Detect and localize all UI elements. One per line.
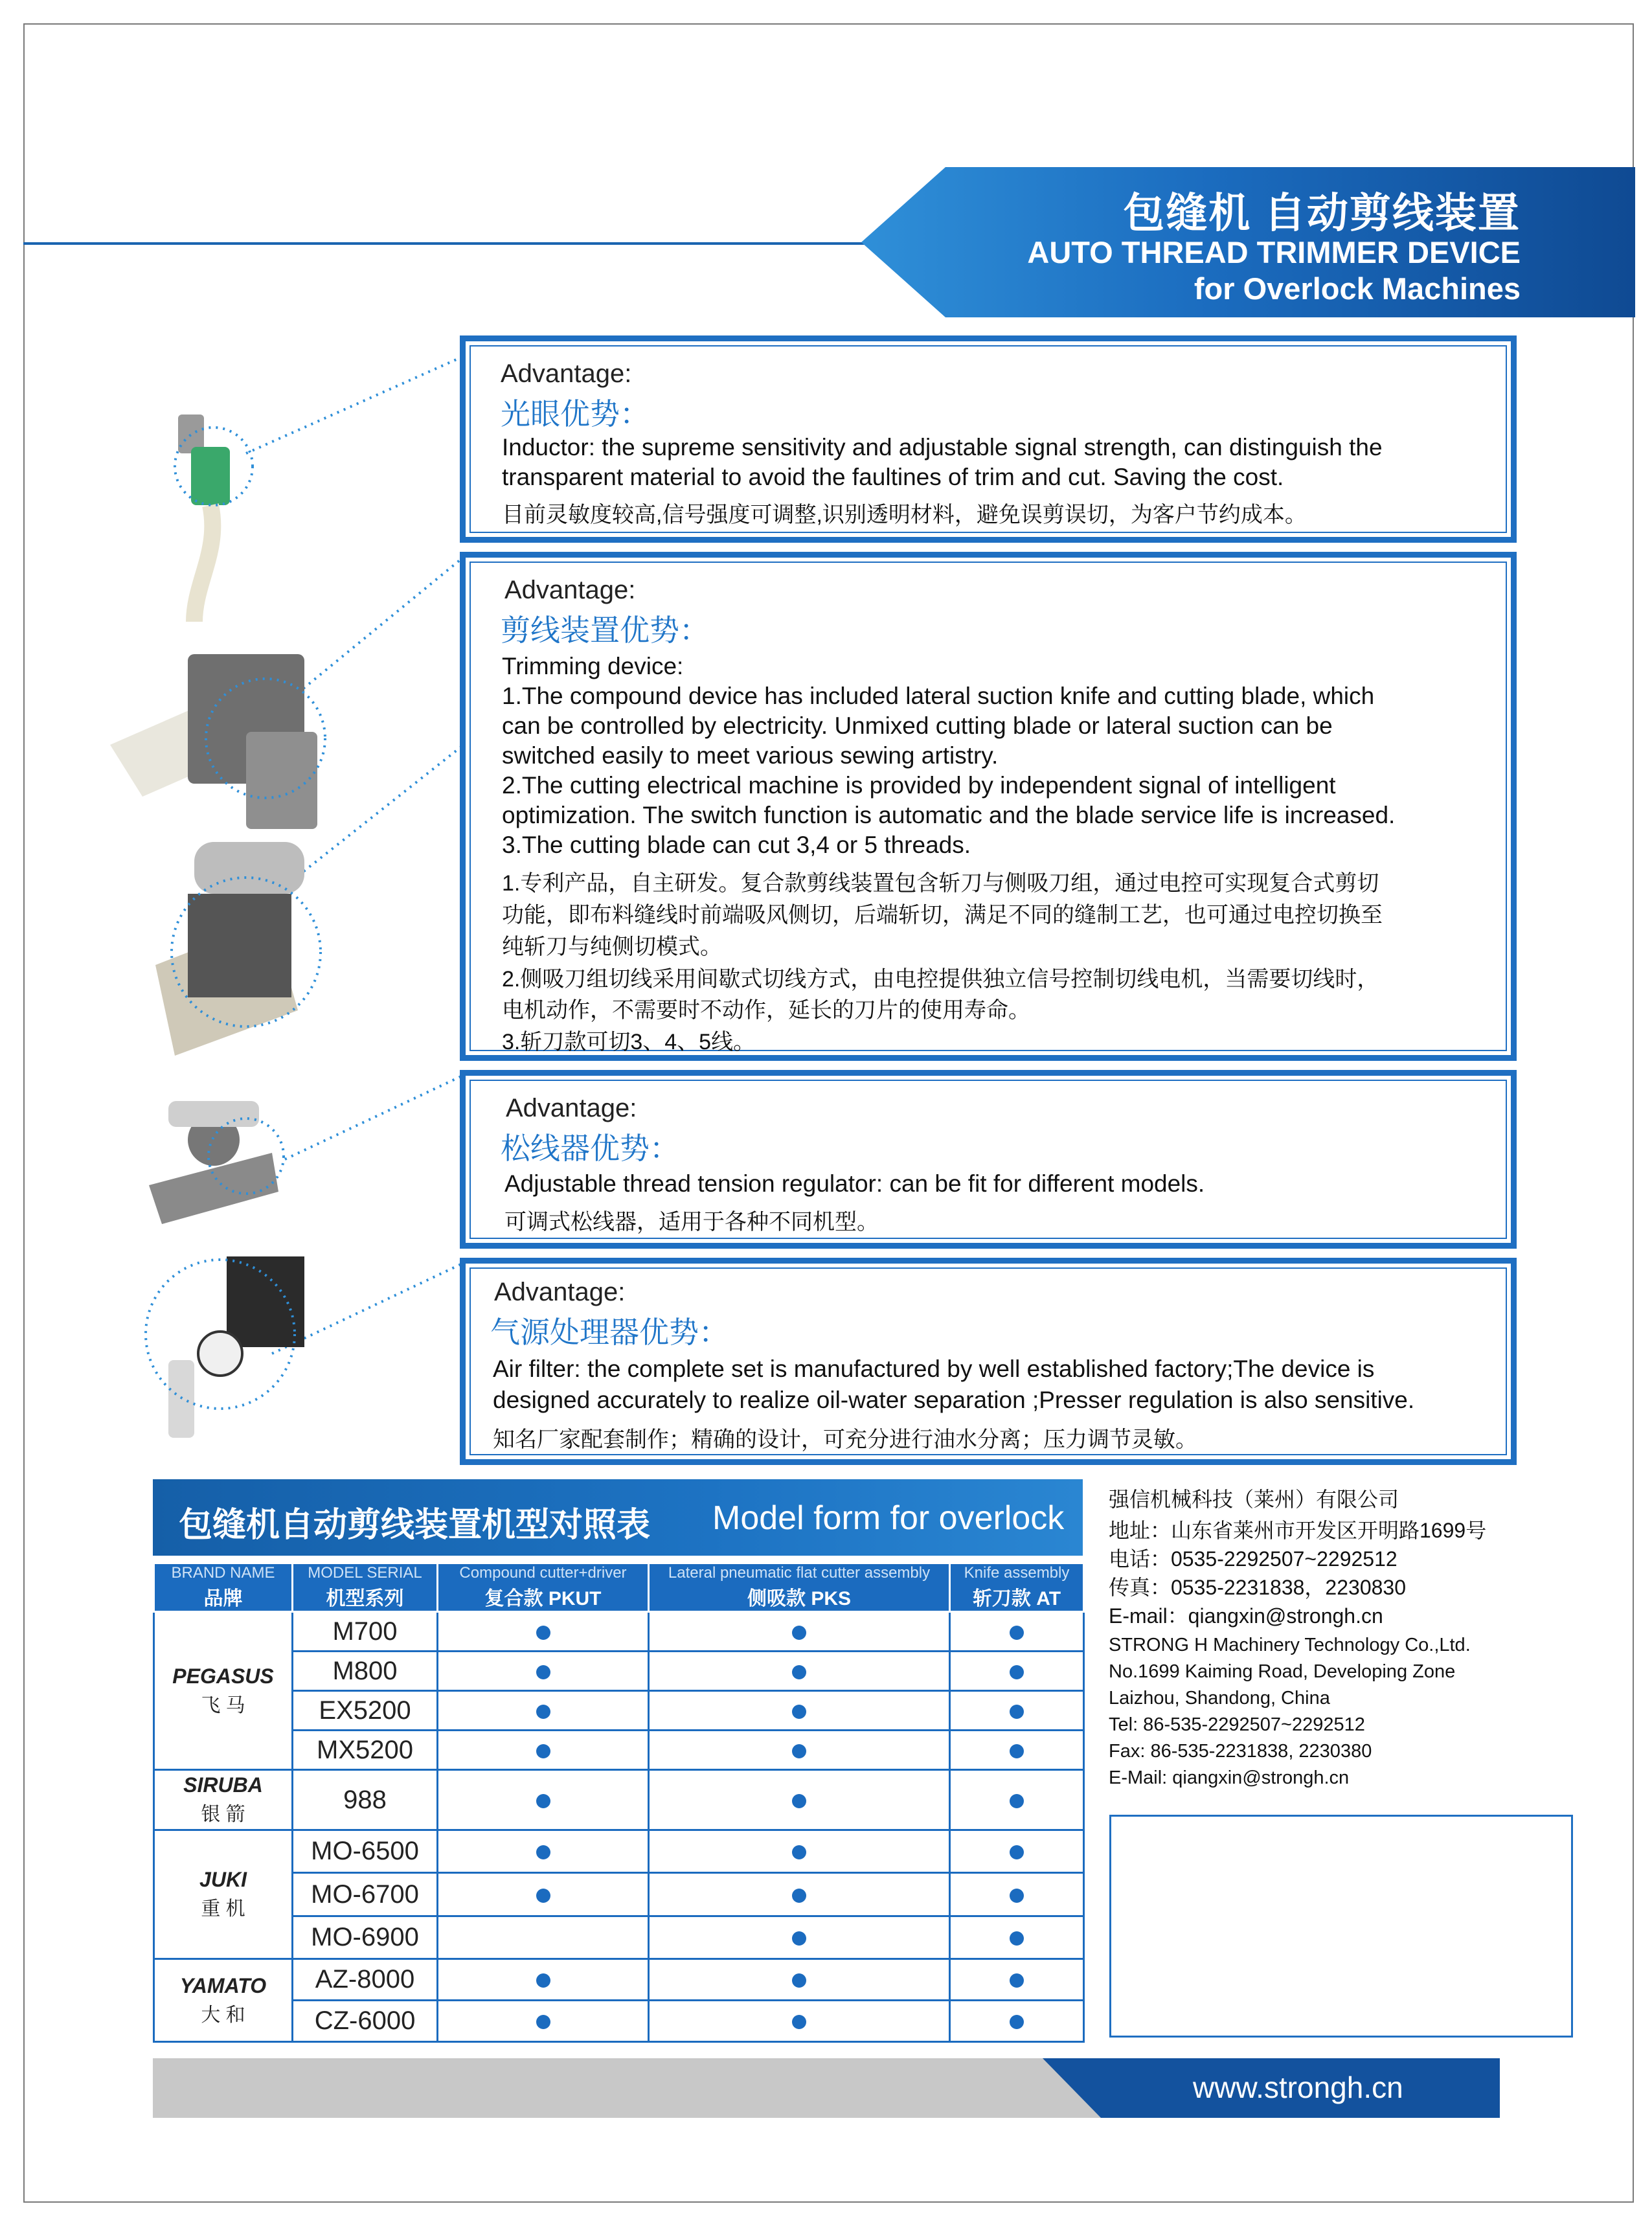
advantage-text: Adjustable thread tension regulator: can be fit for different models. bbox=[504, 1170, 1205, 1197]
availability-cell bbox=[950, 1731, 1084, 1770]
availability-cell bbox=[438, 1830, 649, 1873]
availability-dot-icon bbox=[536, 1973, 550, 1988]
availability-dot-icon bbox=[1010, 1626, 1024, 1640]
availability-cell bbox=[950, 1652, 1084, 1691]
availability-cell bbox=[649, 1916, 950, 1959]
availability-cell bbox=[649, 1873, 950, 1916]
table-row bbox=[154, 1830, 1084, 1873]
availability-cell bbox=[438, 1612, 649, 1652]
availability-dot-icon bbox=[536, 1889, 550, 1903]
model-cell: 988 bbox=[293, 1770, 438, 1830]
column-header: Knife assembly 斩刀款 AT bbox=[950, 1563, 1084, 1612]
advantage-text: 2.The cutting electrical machine is provided by independent signal of intelligent bbox=[502, 772, 1336, 799]
company-name-cn: 强信机械科技（莱州）有限公司 bbox=[1109, 1488, 1399, 1511]
availability-dot-icon bbox=[1010, 1845, 1024, 1859]
header-title-en: AUTO THREAD TRIMMER DEVICE bbox=[1027, 235, 1521, 269]
advantage-text-cn: 纯斩刀与纯侧切模式。 bbox=[502, 935, 722, 959]
phone-en: Tel: 86-535-2292507~2292512 bbox=[1109, 1714, 1365, 1735]
brand-cell: SIRUBA 银 箭 bbox=[154, 1770, 293, 1830]
advantage-text-cn: 目前灵敏度较高,信号强度可调整,识别透明材料，避免误剪误切，为客户节约成本。 bbox=[502, 503, 1307, 527]
column-header: Lateral pneumatic flat cutter assembly 侧吸款 PKS bbox=[649, 1563, 950, 1612]
column-header: BRAND NAME 品牌 bbox=[154, 1563, 293, 1612]
advantage-box-sensor bbox=[460, 335, 1517, 543]
model-cell: M800 bbox=[293, 1652, 438, 1691]
address-cn: 地址：山东省莱州市开发区开明路1699号 bbox=[1109, 1519, 1487, 1542]
availability-cell bbox=[649, 2001, 950, 2042]
company-name-en: STRONG H Machinery Technology Co.,Ltd. bbox=[1109, 1635, 1471, 1655]
model-cell: MX5200 bbox=[293, 1731, 438, 1770]
advantage-label: Advantage: bbox=[506, 1094, 637, 1122]
advantage-box-air-filter bbox=[460, 1258, 1517, 1465]
phone-cn: 电话：0535-2292507~2292512 bbox=[1109, 1547, 1397, 1571]
availability-dot-icon bbox=[792, 1845, 806, 1859]
availability-cell bbox=[649, 1959, 950, 2001]
availability-cell bbox=[950, 2001, 1084, 2042]
advantage-text: designed accurately to realize oil-water separation ;Presser regulation is also sensitive. bbox=[493, 1387, 1415, 1413]
availability-cell bbox=[438, 1959, 649, 2001]
model-cell: CZ-6000 bbox=[293, 2001, 438, 2042]
model-cell: MO-6500 bbox=[293, 1830, 438, 1873]
availability-cell bbox=[438, 1731, 649, 1770]
model-cell: MO-6700 bbox=[293, 1873, 438, 1916]
advantage-text: Air filter: the complete set is manufactured by well established factory;The device is bbox=[493, 1356, 1375, 1382]
availability-cell bbox=[649, 1830, 950, 1873]
advantage-text: optimization. The switch function is automatic and the blade service life is increased. bbox=[502, 802, 1396, 828]
availability-cell bbox=[649, 1731, 950, 1770]
advantage-text-cn: 3.斩刀款可切3、4、5线。 bbox=[502, 1030, 756, 1054]
advantage-text: transparent material to avoid the faultines of trim and cut. Saving the cost. bbox=[502, 464, 1284, 490]
table-header-row bbox=[154, 1563, 1084, 1612]
advantage-title: 松线器优势： bbox=[501, 1131, 679, 1165]
availability-cell bbox=[950, 1691, 1084, 1731]
advantage-title: 剪线装置优势： bbox=[501, 613, 709, 647]
table-row bbox=[154, 1691, 1084, 1731]
availability-dot-icon bbox=[536, 1626, 550, 1640]
availability-cell bbox=[649, 1652, 950, 1691]
availability-cell bbox=[438, 1691, 649, 1731]
availability-cell bbox=[950, 1830, 1084, 1873]
table-row bbox=[154, 1916, 1084, 1959]
website-link[interactable]: www.strongh.cn bbox=[1193, 2071, 1403, 2104]
column-header: Compound cutter+driver 复合款 PKUT bbox=[438, 1563, 649, 1612]
advantage-text: can be controlled by electricity. Unmixed cutting blade or lateral suction can be bbox=[502, 712, 1333, 739]
availability-cell bbox=[649, 1770, 950, 1830]
model-cell: EX5200 bbox=[293, 1691, 438, 1731]
availability-dot-icon bbox=[792, 1705, 806, 1719]
brand-cell: PEGASUS 飞 马 bbox=[154, 1612, 293, 1770]
table-row bbox=[154, 1731, 1084, 1770]
availability-dot-icon bbox=[1010, 1744, 1024, 1758]
address-en-line1: No.1699 Kaiming Road, Developing Zone bbox=[1109, 1661, 1456, 1682]
table-row bbox=[154, 1959, 1084, 2001]
availability-cell bbox=[950, 1873, 1084, 1916]
availability-cell bbox=[950, 1612, 1084, 1652]
advantage-text-cn: 功能，即布料缝线时前端吸风侧切，后端斩切，满足不同的缝制工艺，也可通过电控切换至 bbox=[502, 903, 1383, 927]
model-cell: AZ-8000 bbox=[293, 1959, 438, 2001]
table-row bbox=[154, 1612, 1084, 1652]
model-cell: MO-6900 bbox=[293, 1916, 438, 1959]
model-table bbox=[153, 1562, 1085, 2043]
availability-cell bbox=[438, 1916, 649, 1959]
advantage-text: 3.The cutting blade can cut 3,4 or 5 threads. bbox=[502, 832, 971, 858]
availability-cell bbox=[649, 1612, 950, 1652]
table-row bbox=[154, 1652, 1084, 1691]
table-row bbox=[154, 1873, 1084, 1916]
photo-sensor-icon bbox=[178, 415, 230, 622]
advantage-text-cn: 1.专利产品，自主研发。复合款剪线装置包含斩刀与侧吸刀组，通过电控可实现复合式剪切 bbox=[502, 871, 1379, 896]
availability-dot-icon bbox=[792, 1794, 806, 1808]
fax-en: Fax: 86-535-2231838, 2230380 bbox=[1109, 1741, 1372, 1762]
availability-cell bbox=[438, 1873, 649, 1916]
availability-dot-icon bbox=[1010, 1889, 1024, 1903]
availability-dot-icon bbox=[1010, 1931, 1024, 1946]
availability-cell bbox=[950, 1770, 1084, 1830]
availability-cell bbox=[950, 1959, 1084, 2001]
advantage-box-trimmer bbox=[460, 552, 1517, 1061]
table-title-cn: 包缝机自动剪线装置机型对照表 bbox=[179, 1506, 651, 1544]
advantage-text-cn: 2.侧吸刀组切线采用间歇式切线方式，由电控提供独立信号控制切线电机，当需要切线时， bbox=[502, 967, 1379, 992]
table-title-en: Model form for overlock bbox=[712, 1499, 1065, 1537]
column-header: MODEL SERIAL 机型系列 bbox=[293, 1563, 438, 1612]
email-en: E-Mail: qiangxin@strongh.cn bbox=[1109, 1767, 1350, 1788]
availability-dot-icon bbox=[1010, 1973, 1024, 1988]
brand-cell: YAMATO 大 和 bbox=[154, 1959, 293, 2042]
availability-dot-icon bbox=[536, 1705, 550, 1719]
availability-dot-icon bbox=[536, 1845, 550, 1859]
advantage-label: Advantage: bbox=[494, 1278, 626, 1306]
advantage-box-tension bbox=[460, 1070, 1517, 1249]
email-cn: E-mail：qiangxin@strongh.cn bbox=[1109, 1604, 1383, 1628]
brand-cell: JUKI 重 机 bbox=[154, 1830, 293, 1959]
availability-dot-icon bbox=[1010, 1794, 1024, 1808]
availability-dot-icon bbox=[792, 1973, 806, 1988]
advantage-text-cn: 电机动作，不需要时不动作，延长的刀片的使用寿命。 bbox=[502, 998, 1030, 1023]
dealer-stamp-box bbox=[1109, 1815, 1573, 2038]
advantage-label: Advantage: bbox=[504, 576, 636, 604]
tension-regulator-icon bbox=[149, 1101, 278, 1224]
header-title-cn: 包缝机 自动剪线装置 bbox=[1123, 190, 1521, 236]
availability-dot-icon bbox=[792, 1626, 806, 1640]
address-en-line2: Laizhou, Shandong, China bbox=[1109, 1688, 1330, 1709]
header-subtitle-en: for Overlock Machines bbox=[1194, 271, 1521, 306]
availability-dot-icon bbox=[792, 1665, 806, 1679]
availability-dot-icon bbox=[1010, 1665, 1024, 1679]
availability-dot-icon bbox=[792, 1889, 806, 1903]
availability-cell bbox=[438, 1652, 649, 1691]
advantage-text-cn: 可调式松线器，适用于各种不同机型。 bbox=[504, 1210, 879, 1234]
fax-cn: 传真：0535-2231838，2230830 bbox=[1109, 1576, 1407, 1599]
availability-dot-icon bbox=[1010, 1705, 1024, 1719]
advantage-text: 1.The compound device has included lateral suction knife and cutting blade, which bbox=[502, 683, 1375, 709]
advantage-text: Trimming device: bbox=[502, 653, 684, 679]
advantage-title: 光眼优势： bbox=[501, 397, 650, 431]
availability-cell bbox=[438, 1770, 649, 1830]
advantage-text: switched easily to meet various sewing artistry. bbox=[502, 742, 999, 769]
availability-dot-icon bbox=[792, 1931, 806, 1946]
cutter-assembly-icon bbox=[155, 842, 304, 1056]
availability-cell bbox=[649, 1691, 950, 1731]
availability-dot-icon bbox=[536, 1744, 550, 1758]
advantage-label: Advantage: bbox=[501, 359, 632, 388]
trimming-device-icon bbox=[110, 654, 317, 829]
advantage-text: Inductor: the supreme sensitivity and adjustable signal strength, can distinguish the bbox=[502, 434, 1383, 460]
air-filter-icon bbox=[168, 1256, 304, 1438]
availability-dot-icon bbox=[1010, 2015, 1024, 2029]
table-row bbox=[154, 2001, 1084, 2042]
availability-cell bbox=[950, 1916, 1084, 1959]
advantage-text-cn: 知名厂家配套制作；精确的设计，可充分进行油水分离；压力调节灵敏。 bbox=[493, 1427, 1197, 1452]
availability-dot-icon bbox=[792, 1744, 806, 1758]
availability-dot-icon bbox=[792, 2015, 806, 2029]
advantage-title: 气源处理器优势： bbox=[490, 1315, 729, 1349]
availability-dot-icon bbox=[536, 1665, 550, 1679]
table-row bbox=[154, 1770, 1084, 1830]
availability-dot-icon bbox=[536, 2015, 550, 2029]
availability-dot-icon bbox=[536, 1794, 550, 1808]
model-cell: M700 bbox=[293, 1612, 438, 1652]
availability-cell bbox=[438, 2001, 649, 2042]
